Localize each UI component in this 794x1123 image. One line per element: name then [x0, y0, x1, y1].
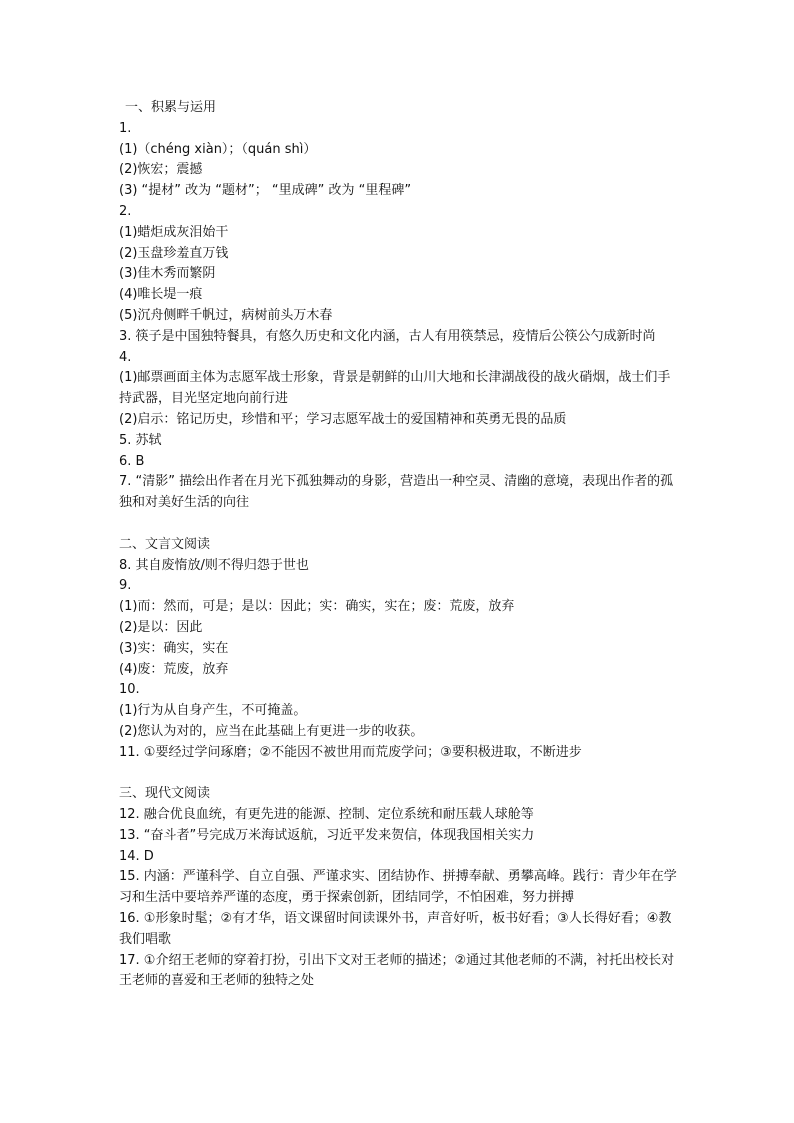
answer-line: 11. ①要经过学问琢磨；②不能因不被世用而荒废学问；③要积极进取，不断进步	[119, 744, 582, 760]
answer-line: (3)实：确实，实在	[119, 640, 229, 656]
answer-line: 1.	[119, 120, 132, 136]
answer-line: (4)唯长堤一痕	[119, 287, 203, 303]
answer-line: 16. ①形象时髦；②有才华，语文课留时间读课外书，声音好听，板书好看；③人长得好看；④教我们唱歌	[119, 911, 672, 947]
answer-line: (2)恢宏；震撼	[119, 162, 203, 178]
answer-line: 10.	[119, 682, 140, 698]
answer-line: (2)是以：因此	[119, 619, 203, 635]
answer-line: 7. “清影” 描绘出作者在月光下孤独舞动的身影，营造出一种空灵、清幽的意境，表现出作者的孤独和对美好生活的向往	[119, 474, 674, 511]
answer-line: 15. 内涵：严谨科学、自立自强、严谨求实、团结协作、拼搏奉献、勇攀高峰。践行：青少年在学习和生活中要培养严谨的态度，勇于探索创新，团结同学，不怕困难，努力拼搏	[119, 869, 677, 906]
answer-line: 9.	[119, 578, 132, 594]
section-heading: 三、现代文阅读	[119, 786, 211, 802]
answer-line: (2)玉盘珍羞直万钱	[119, 245, 229, 261]
answer-line: 8. 其自废惰放/则不得归怨于世也	[119, 557, 309, 573]
answer-line: (2)您认为对的，应当在此基础上有更进一步的收获。	[119, 723, 424, 739]
section-heading: 二、文言文阅读	[119, 536, 211, 552]
answer-line: (2)启示：铭记历史，珍惜和平；学习志愿军战士的爱国精神和英勇无畏的品质	[119, 411, 567, 427]
answer-line: (5)沉舟侧畔千帆过，病树前头万木春	[119, 307, 333, 323]
answer-document	[119, 98, 679, 992]
answer-line: 17. ①介绍王老师的穿着打扮，引出下文对王老师的描述；②通过其他老师的不满，衬托出校长对王老师的喜爱和王老师的独特之处	[119, 952, 675, 989]
section-spacer	[119, 514, 679, 535]
answer-line: 5. 苏轼	[119, 432, 162, 448]
section-spacer	[119, 764, 679, 785]
answer-line: 6. B	[119, 453, 145, 469]
answer-line: (1)行为从自身产生，不可掩盖。	[119, 703, 307, 719]
answer-line: 13. “奋斗者”号完成万米海试返航，习近平发来贺信，体现我国相关实力	[119, 827, 535, 843]
answer-line: (1)邮票画面主体为志愿军战士形象，背景是朝鲜的山川大地和长津湖战役的战火硝烟，战士们手持武器，目光坚定地向前行进	[119, 370, 671, 407]
section-accumulation	[119, 98, 679, 514]
answer-line: (3)佳木秀而繁阴	[119, 266, 216, 282]
answer-line: (1)而：然而，可是；是以：因此；实：确实，实在；废：荒废，放弃	[119, 599, 515, 615]
answer-line: (4)废：荒废，放弃	[119, 661, 229, 677]
section-classical-reading	[119, 535, 679, 764]
answer-line: 12. 融合优良血统，有更先进的能源、控制、定位系统和耐压载人球舱等	[119, 807, 534, 823]
answer-line: (1)（chéng xiàn）；（quán shì）	[119, 141, 317, 157]
section-modern-reading	[119, 784, 679, 992]
answer-line: 4.	[119, 349, 132, 365]
answer-line: 14. D	[119, 848, 154, 864]
section-heading: 一、积累与运用	[125, 100, 217, 115]
answer-line: 3. 筷子是中国独特餐具，有悠久历史和文化内涵，古人有用筷禁忌，疫情后公筷公勺成新时尚	[119, 328, 656, 344]
answer-line: (3) “提材” 改为 “题材”； “里成碑” 改为 “里程碑”	[119, 183, 412, 199]
answer-line: (1)蜡炬成灰泪始干	[119, 224, 229, 240]
answer-line: 2.	[119, 203, 132, 219]
